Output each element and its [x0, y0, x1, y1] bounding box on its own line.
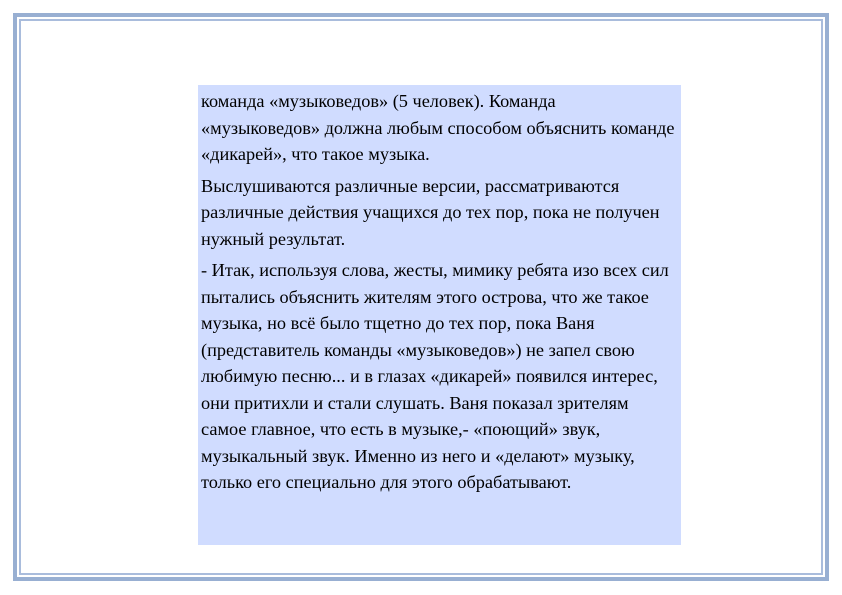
paragraph-versions: Выслушиваются различные версии, рассматриваются различные действия учащихся до тех пор, пока не получен нужный результат. — [201, 175, 660, 249]
paragraph-team-intro: команда «музыковедов» (5 человек). Команда «музыковедов» должна любым способом объяснить команде «дикарей», что такое музыка. — [201, 91, 675, 164]
paragraph-story: - Итак, используя слова, жесты, мимику ребята изо всех сил пытались объяснить жителям этого острова, что же такое музыка, но всё было тщетно до тех пор, пока Ваня (представитель команды «музыковедов») не запел свою любимую песню... и в глазах «дикарей» появился интерес, они притихли и стали слушать. Ваня показал зрителям самое главное, что есть в музыке,- «поющий» звук, музыкальный звук. Именно из него и «делают» музыку, только его специально для этого обрабатывают. — [201, 260, 669, 492]
text-box — [198, 85, 681, 545]
